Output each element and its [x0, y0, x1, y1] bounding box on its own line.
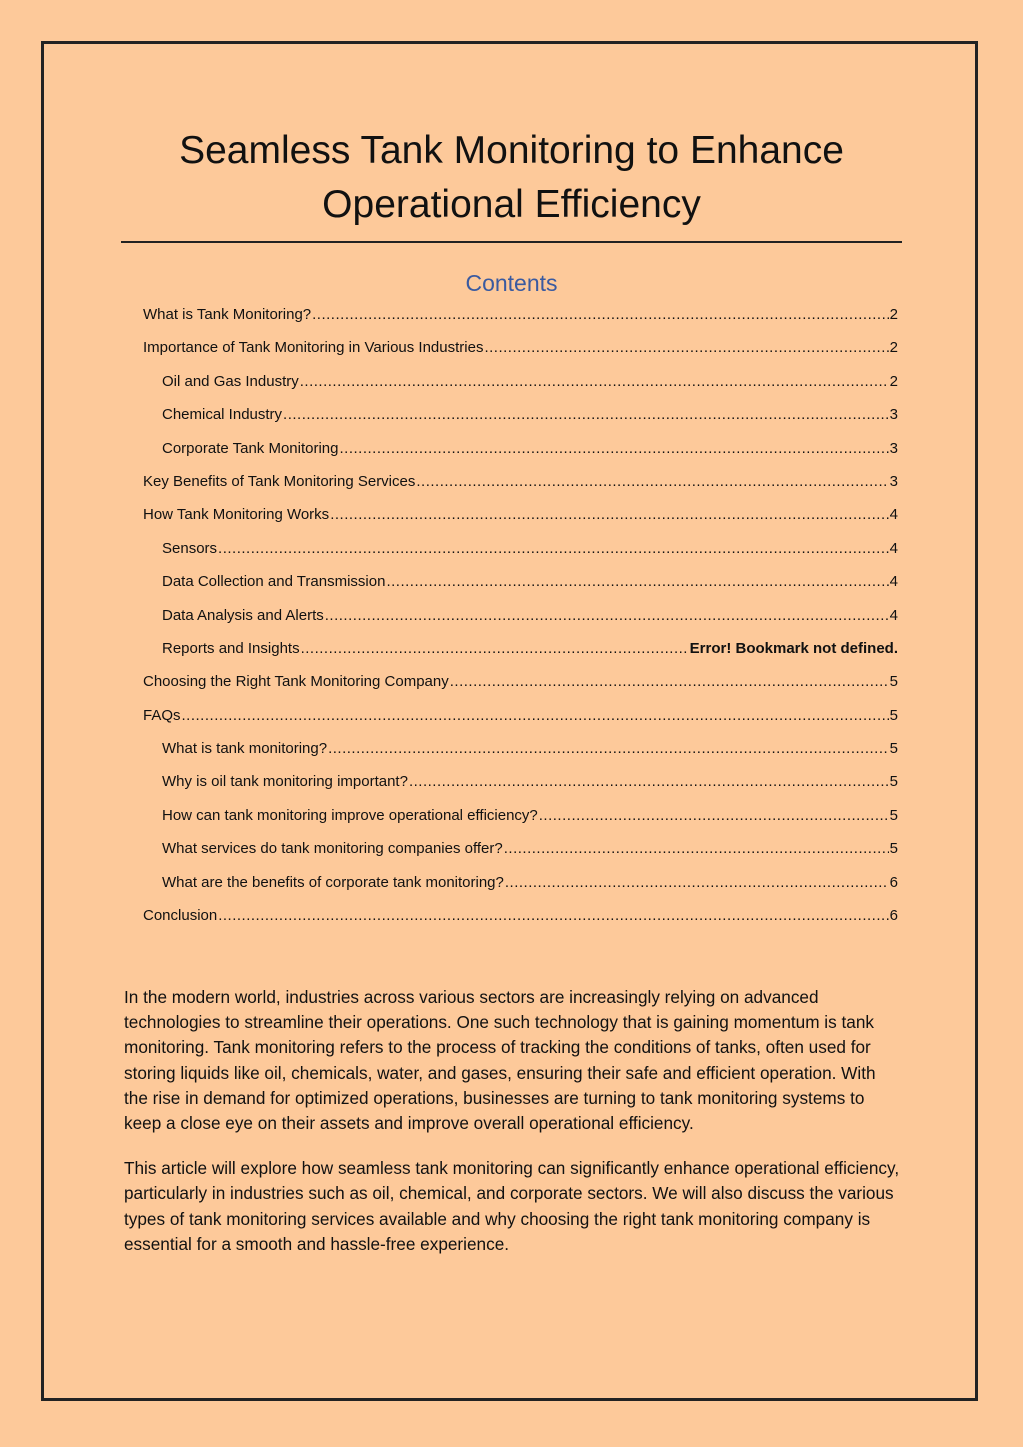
- document-title: Seamless Tank Monitoring to Enhance Operational Efficiency: [179, 129, 844, 226]
- toc-dot-leader: [409, 765, 889, 798]
- toc-page-number[interactable]: 5: [889, 673, 898, 691]
- toc-entry[interactable]: [143, 298, 898, 331]
- toc-page-number[interactable]: 5: [889, 706, 898, 724]
- toc-dot-leader: [312, 298, 889, 331]
- toc-entry[interactable]: [143, 465, 898, 498]
- toc-entry-label[interactable]: Why is oil tank monitoring important?: [162, 773, 408, 791]
- toc-entry-label[interactable]: What is Tank Monitoring?: [143, 306, 312, 323]
- toc-entry-label[interactable]: Corporate Tank Monitoring: [162, 439, 339, 457]
- toc-entry[interactable]: [143, 599, 898, 632]
- toc-entry-label[interactable]: Data Collection and Transmission: [162, 573, 386, 591]
- toc-dot-leader: [539, 799, 889, 832]
- toc-entry[interactable]: [143, 632, 898, 665]
- title-underline: [121, 241, 902, 243]
- toc-entry-label[interactable]: What are the benefits of corporate tank monitoring?: [162, 873, 504, 891]
- toc-entry[interactable]: [143, 866, 898, 899]
- toc-page-number[interactable]: 4: [889, 573, 898, 591]
- toc-page-number[interactable]: 2: [889, 306, 898, 323]
- toc-entry-label[interactable]: Oil and Gas Industry: [162, 372, 299, 390]
- toc-entry-label[interactable]: Key Benefits of Tank Monitoring Services: [143, 472, 416, 490]
- toc-bookmark-error[interactable]: Error! Bookmark not defined.: [689, 639, 898, 657]
- toc-dot-leader: [504, 832, 889, 865]
- toc-entry[interactable]: [143, 398, 898, 431]
- toc-entry[interactable]: [143, 331, 898, 364]
- toc-page-number[interactable]: 5: [889, 806, 898, 824]
- toc-dot-leader: [218, 532, 889, 565]
- toc-entry-label[interactable]: FAQs: [143, 706, 181, 724]
- toc-entry-label[interactable]: Reports and Insights: [162, 639, 300, 657]
- intro-paragraph: In the modern world, industries across various sectors are increasingly relying on advanced technologies to streamline their operations. One such technology that is gaining momentum is tank monitoring. Tank monitoring refers to the process of tracking the conditions of tanks, often used for storing liquids like oil, chemicals, water, and gases, ensuring their safe and efficient operation. With the rise in demand for optimized operations, businesses are turning to tank monitoring systems to keep a close eye on their assets and improve overall operational efficiency.: [124, 987, 876, 1134]
- body-text: [124, 985, 900, 1277]
- toc-entry[interactable]: [143, 432, 898, 465]
- toc-page-number[interactable]: 2: [889, 372, 898, 390]
- toc-page-number[interactable]: 3: [889, 439, 898, 457]
- toc-dot-leader: [450, 665, 889, 698]
- toc-page-number[interactable]: 4: [889, 506, 898, 524]
- toc-entry[interactable]: [143, 565, 898, 598]
- toc-dot-leader: [283, 398, 889, 431]
- toc-entry-label[interactable]: Data Analysis and Alerts: [162, 606, 324, 624]
- toc-entry[interactable]: [143, 899, 898, 932]
- toc-entry[interactable]: [143, 498, 898, 531]
- toc-dot-leader: [330, 498, 888, 531]
- toc-entry[interactable]: [143, 799, 898, 832]
- toc-entry[interactable]: [143, 832, 898, 865]
- toc-entry[interactable]: [143, 532, 898, 565]
- toc-entry-label[interactable]: Choosing the Right Tank Monitoring Company: [143, 673, 449, 691]
- toc-dot-leader: [300, 365, 889, 398]
- toc-entry[interactable]: [143, 365, 898, 398]
- toc-entry-label[interactable]: How can tank monitoring improve operational efficiency?: [162, 806, 538, 824]
- toc-page-number[interactable]: 4: [889, 606, 898, 624]
- toc-page-number[interactable]: 2: [889, 339, 898, 357]
- toc-entry[interactable]: [143, 765, 898, 798]
- toc-entry-label[interactable]: How Tank Monitoring Works: [143, 506, 330, 524]
- toc-page-number[interactable]: 3: [889, 406, 898, 424]
- toc-dot-leader: [339, 432, 888, 465]
- toc-dot-leader: [386, 565, 888, 598]
- toc-entry[interactable]: [143, 732, 898, 765]
- toc-dot-leader: [301, 632, 689, 665]
- toc-dot-leader: [328, 732, 889, 765]
- toc-page-number[interactable]: 6: [889, 907, 898, 925]
- article-overview-paragraph: This article will explore how seamless tank monitoring can significantly enhance operational efficiency, particularly in industries such as oil, chemical, and corporate sectors. We will also discuss the various types of tank monitoring services available and why choosing the right tank monitoring company is essential for a smooth and hassle-free experience.: [124, 1158, 900, 1254]
- table-of-contents: [143, 298, 898, 932]
- toc-page-number[interactable]: 4: [889, 539, 898, 557]
- toc-entry-label[interactable]: Conclusion: [143, 907, 218, 925]
- toc-entry[interactable]: [143, 699, 898, 732]
- toc-page-number[interactable]: 6: [889, 873, 898, 891]
- toc-entry-label[interactable]: What is tank monitoring?: [162, 740, 328, 758]
- toc-dot-leader: [325, 599, 889, 632]
- toc-entry[interactable]: [143, 665, 898, 698]
- toc-dot-leader: [505, 866, 889, 899]
- toc-entry-label[interactable]: Importance of Tank Monitoring in Various Industries: [143, 339, 484, 357]
- toc-heading: Contents: [465, 270, 558, 296]
- toc-dot-leader: [182, 699, 889, 732]
- toc-entry-label[interactable]: Chemical Industry: [162, 406, 283, 424]
- toc-dot-leader: [484, 331, 888, 364]
- toc-page-number[interactable]: 5: [889, 840, 898, 858]
- toc-page-number[interactable]: 3: [889, 472, 898, 490]
- toc-dot-leader: [416, 465, 888, 498]
- toc-entry-label[interactable]: What services do tank monitoring companies offer?: [162, 840, 503, 858]
- toc-entry-label[interactable]: Sensors: [162, 539, 218, 557]
- toc-dot-leader: [218, 899, 888, 932]
- toc-page-number[interactable]: 5: [889, 773, 898, 791]
- toc-page-number[interactable]: 5: [889, 740, 898, 758]
